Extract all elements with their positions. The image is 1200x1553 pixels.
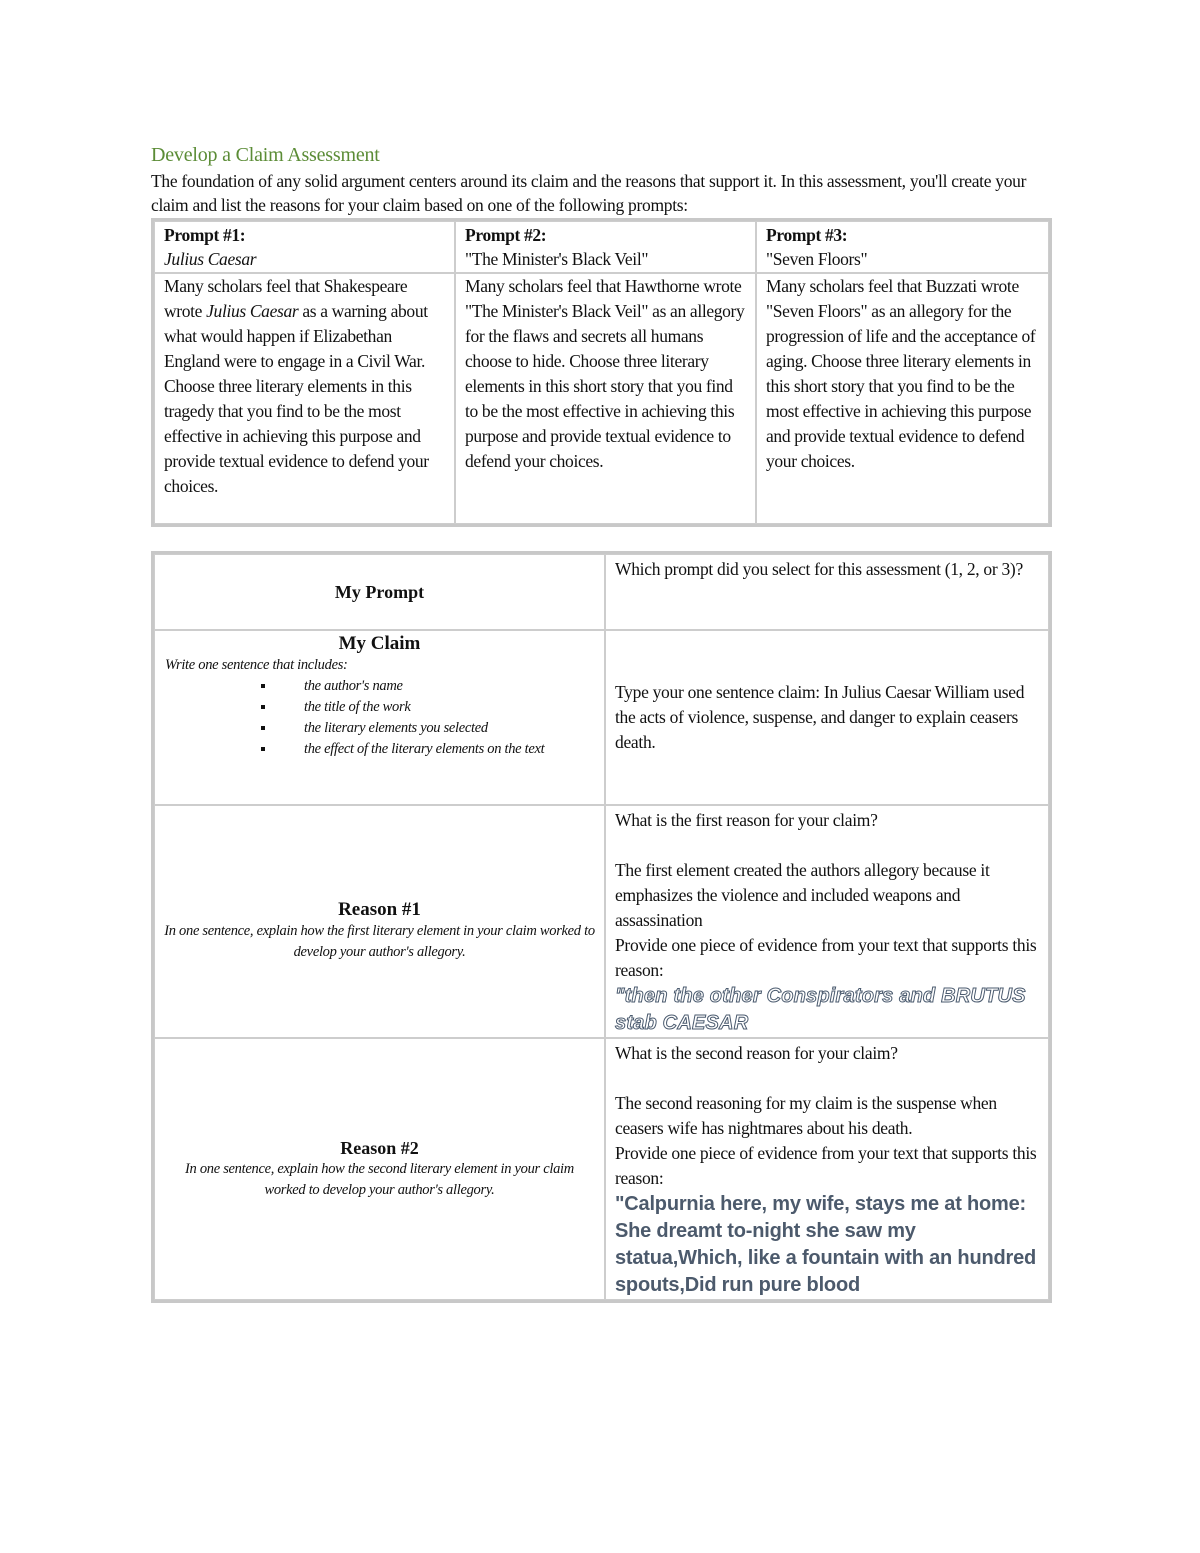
prompts-table <box>151 218 1052 527</box>
prompt-1-description <box>154 273 455 524</box>
prompt-2-header <box>455 221 756 273</box>
prompt-2-label: Prompt #2: <box>465 225 547 245</box>
prompt-1-header <box>154 221 455 273</box>
prompt-1-body-pre: Many scholars feel that Shakespeare wrote <box>164 276 408 321</box>
prompt-3-header <box>756 221 1049 273</box>
document-page <box>151 143 1051 1303</box>
prompt-3-label: Prompt #3: <box>766 225 848 245</box>
my-prompt-label-cell <box>154 554 605 630</box>
reason-2-question: What is the second reason for your claim? <box>615 1043 898 1063</box>
reason-2-label: Reason #2 <box>340 1138 419 1158</box>
prompt-1-work: Julius Caesar <box>164 249 257 269</box>
prompts-header-row <box>154 221 1049 273</box>
claim-requirement-item: the literary elements you selected <box>261 718 596 739</box>
reason-1-evidence-prompt: Provide one piece of evidence from your text that supports this reason: <box>615 935 1037 980</box>
prompts-body-row <box>154 273 1049 524</box>
reason-2-evidence: "Calpurnia here, my wife, stays me at home: She dreamt to-night she saw my statua,Which, like a fountain with an hundred spouts,Did run pure blood <box>615 1193 1037 1296</box>
my-claim-answer: Type your one sentence claim: In Julius Caesar William used the acts of violence, suspense, and danger to explain ceasers death. <box>615 682 1025 752</box>
my-claim-label: My Claim <box>338 633 421 654</box>
prompt-3-description: Many scholars feel that Buzzati wrote "Seven Floors" as an allegory for the progression of life and the acceptance of aging. Choose three literary elements in this short story that you find to be the most effective in achieving this purpose and provide textual evidence to defend your choices. <box>756 273 1049 524</box>
my-claim-row <box>154 630 1049 805</box>
reason-2-row <box>154 1038 1049 1300</box>
worksheet-table <box>151 551 1052 1303</box>
claim-requirement-item: the effect of the literary elements on the text <box>261 739 596 760</box>
reason-1-label: Reason #1 <box>338 898 421 920</box>
reason-1-answer-cell[interactable] <box>605 805 1049 1038</box>
reason-1-answer: The first element created the authors allegory because it emphasizes the violence and included weapons and assassination <box>615 860 990 930</box>
reason-1-evidence: "then the other Conspirators and BRUTUS stab CAESAR <box>615 985 1026 1034</box>
claim-requirements-list <box>163 676 596 760</box>
intro-paragraph: The foundation of any solid argument centers around its claim and the reasons that support it. In this assessment, you'll create your claim and list the reasons for your claim based on one of the following prompts: <box>151 171 1027 215</box>
claim-requirement-item: the author's name <box>261 676 596 697</box>
my-prompt-row <box>154 554 1049 630</box>
reason-2-instruction: In one sentence, explain how the second literary element in your claim worked to develop your author's allegory. <box>185 1161 574 1198</box>
my-claim-label-cell <box>154 630 605 805</box>
my-prompt-question: Which prompt did you select for this assessment (1, 2, or 3)? <box>615 559 1023 579</box>
reason-1-instruction: In one sentence, explain how the first literary element in your claim worked to develop your author's allegory. <box>164 922 595 960</box>
reason-1-row <box>154 805 1049 1038</box>
reason-2-evidence-prompt: Provide one piece of evidence from your text that supports this reason: <box>615 1143 1037 1188</box>
reason-2-answer: The second reasoning for my claim is the suspense when ceasers wife has nightmares about his death. <box>615 1093 997 1138</box>
my-claim-answer-cell[interactable] <box>605 630 1049 805</box>
my-prompt-label: My Prompt <box>334 582 425 602</box>
reason-1-question: What is the first reason for your claim? <box>615 810 878 830</box>
prompt-1-label: Prompt #1: <box>164 225 246 245</box>
reason-2-answer-cell[interactable] <box>605 1038 1049 1300</box>
prompt-2-description: Many scholars feel that Hawthorne wrote "The Minister's Black Veil" as an allegory for the flaws and secrets all humans choose to hide. Choose three literary elements in this short story that you find to be the most effective in achieving this purpose and provide textual evidence to defend your choices. <box>455 273 756 524</box>
claim-requirement-item: the title of the work <box>261 697 596 718</box>
prompt-1-body-post: as a warning about what would happen if Elizabethan England were to engage in a Civil War. Choose three literary elements in this tragedy that you find to be the most effective in achieving this purpose and provide textual evidence to defend your choices. <box>164 301 429 496</box>
reason-2-label-cell <box>154 1038 605 1300</box>
prompt-2-work: "The Minister's Black Veil" <box>465 249 649 269</box>
document-title: Develop a Claim Assessment <box>151 144 380 166</box>
prompt-1-body-italic: Julius Caesar <box>206 301 299 321</box>
my-prompt-answer-cell[interactable] <box>605 554 1049 630</box>
my-claim-instruction: Write one sentence that includes: <box>165 657 348 673</box>
prompt-3-work: "Seven Floors" <box>766 249 868 269</box>
reason-1-label-cell <box>154 805 605 1038</box>
